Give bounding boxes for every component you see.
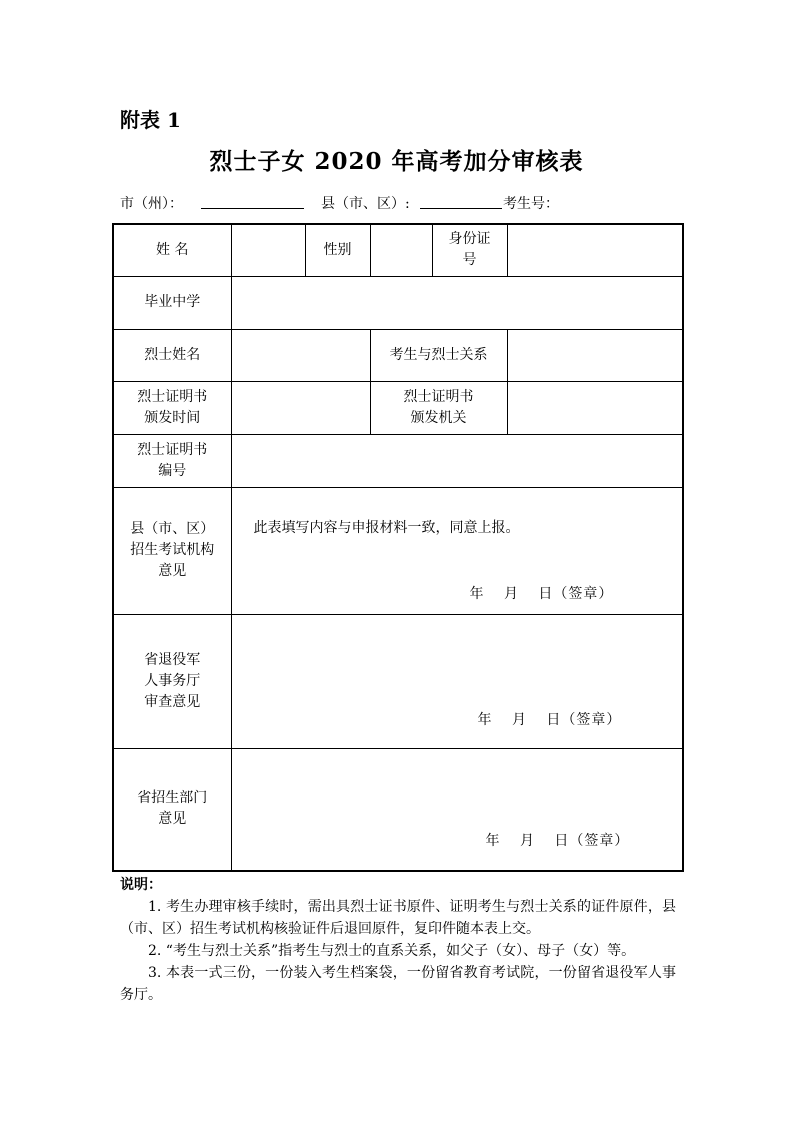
- cert-date-label: [113, 381, 231, 434]
- county-opinion-label-line2: 招生考试机构: [130, 542, 215, 558]
- form-title: 烈士子女 2020 年高考加分审核表: [209, 148, 584, 175]
- attachment-label: 附表 1: [120, 108, 181, 132]
- cert-no-label: [113, 434, 231, 487]
- table-row: [113, 748, 683, 871]
- county-field[interactable]: [420, 208, 502, 209]
- note-item: 2. “考生与烈士关系”指考生与烈士的直系关系，如父子（女）、母子（女）等。: [148, 943, 636, 959]
- admission-opinion-label-line2: 意见: [158, 811, 187, 827]
- veteran-sign-date: 年 月 日（签章）: [477, 711, 622, 728]
- table-row: [113, 329, 683, 381]
- note-item: 1. 考生办理审核手续时，需出具烈士证书原件、证明考生与烈士关系的证件原件，县（市、区）招生考试机构核验证件后退回原件，复印件随本表上交。: [120, 899, 676, 937]
- gender-value[interactable]: [370, 224, 432, 276]
- cert-date-value[interactable]: [231, 381, 370, 434]
- table-row: [113, 434, 683, 487]
- admission-opinion-label: [113, 748, 231, 871]
- county-opinion-label-line1: 县（市、区）: [130, 521, 215, 537]
- school-value[interactable]: [231, 276, 683, 329]
- table-row: [113, 224, 683, 276]
- relation-label: 考生与烈士关系: [370, 329, 507, 381]
- veteran-opinion-label-line2: 人事务厅: [144, 672, 201, 689]
- county-opinion-label-line3: 意见: [158, 563, 187, 579]
- county-opinion-label: [113, 487, 231, 614]
- cert-org-label: [370, 381, 507, 434]
- notes-heading: 说明：: [120, 877, 162, 893]
- cert-date-label-line2: 颁发时间: [144, 409, 201, 426]
- cert-no-label-line2: 编号: [158, 462, 187, 479]
- city-label: 市（州）：: [120, 196, 183, 212]
- relation-value[interactable]: [507, 329, 683, 381]
- note-item: 3. 本表一式三份，一份装入考生档案袋，一份留省教育考试院，一份留省退役军人事务厅。: [120, 965, 676, 1003]
- id-label: [432, 224, 507, 276]
- cert-org-label-line2: 颁发机关: [410, 409, 467, 426]
- id-label-line2: 号: [462, 252, 477, 269]
- cert-date-label-line1: 烈士证明书: [137, 388, 208, 405]
- veteran-opinion-cell[interactable]: [231, 614, 683, 748]
- name-value[interactable]: [231, 224, 305, 276]
- veteran-opinion-label-line3: 审查意见: [144, 693, 201, 710]
- review-form-table: [112, 223, 684, 872]
- martyr-name-label: 烈士姓名: [113, 329, 231, 381]
- gender-label: 性别: [305, 224, 370, 276]
- cert-org-label-line1: 烈士证明书: [403, 388, 474, 405]
- cert-org-value[interactable]: [507, 381, 683, 434]
- county-sign-date: 年 月 日（签章）: [469, 585, 614, 602]
- exam-no-label: 考生号：: [503, 196, 559, 212]
- id-value[interactable]: [507, 224, 683, 276]
- table-row: [113, 381, 683, 434]
- veteran-opinion-label-line1: 省退役军: [144, 651, 201, 668]
- admission-opinion-label-line1: 省招生部门: [137, 790, 208, 806]
- table-row: [113, 487, 683, 614]
- school-label: 毕业中学: [113, 276, 231, 329]
- county-opinion-text: 此表填写内容与申报材料一致，同意上报。: [253, 519, 520, 536]
- id-label-line1: 身份证: [448, 231, 491, 248]
- cert-no-value[interactable]: [231, 434, 683, 487]
- cert-no-label-line1: 烈士证明书: [137, 441, 208, 458]
- martyr-name-value[interactable]: [231, 329, 370, 381]
- city-field[interactable]: [201, 208, 304, 209]
- table-row: [113, 276, 683, 329]
- admission-sign-date: 年 月 日（签章）: [485, 832, 630, 849]
- county-opinion-cell[interactable]: [231, 487, 683, 614]
- table-row: [113, 614, 683, 748]
- veteran-opinion-label: [113, 614, 231, 748]
- county-label: 县（市、区）:: [321, 196, 410, 212]
- name-label: 姓 名: [113, 224, 231, 276]
- notes-section: [120, 874, 676, 1006]
- admission-opinion-cell[interactable]: [231, 748, 683, 871]
